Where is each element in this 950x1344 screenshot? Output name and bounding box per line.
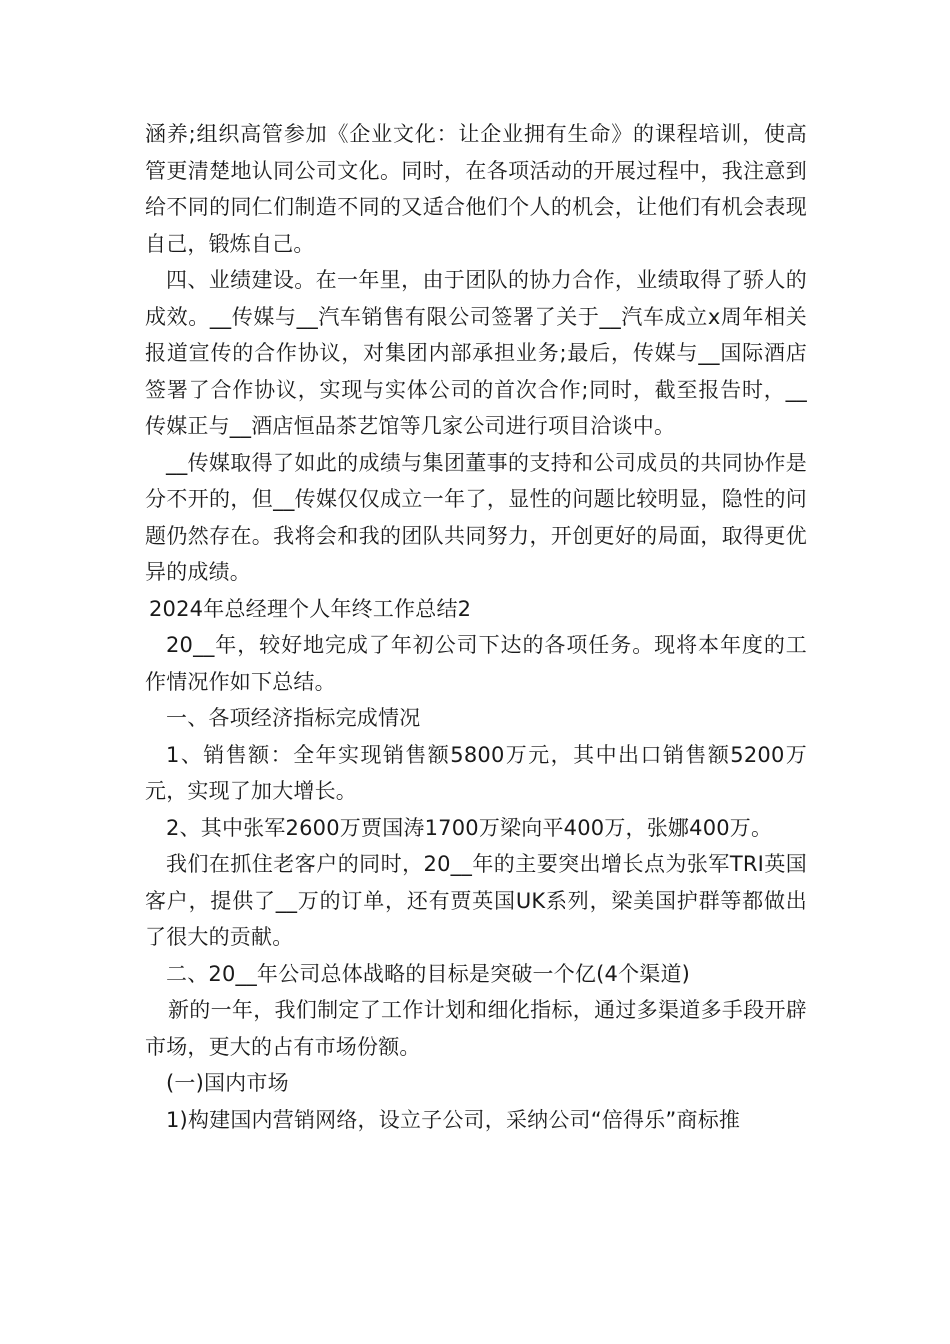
paragraph-new-year-plan: 新的一年，我们制定了工作计划和细化指标，通过多渠道多手段开辟市场，更大的占有市场份额。 (145, 998, 807, 1059)
paragraph-sales-total: 1、销售额：全年实现销售额5800万元，其中出口销售额5200万元，实现了加大增长。 (145, 742, 807, 803)
heading-domestic-market: (一)国内市场 (166, 1071, 289, 1095)
heading-strategy-goal: 二、20__年公司总体战略的目标是突破一个亿(4个渠道) (166, 961, 691, 986)
paragraph-achievements-summary: __传媒取得了如此的成绩与集团董事的支持和公司成员的共同协作是分不开的，但__传媒仅仅成立一年了，显性的问题比较明显，隐性的问题仍然存在。我将会和我的团队共同努力，开创更好的局面，取得更优异的成绩。 (145, 450, 807, 584)
document-body (145, 116, 807, 1138)
paragraph-intro: 20__年，较好地完成了年初公司下达的各项任务。现将本年度的工作情况作如下总结。 (145, 633, 807, 694)
paragraph-growth-points: 我们在抓住老客户的同时，20__年的主要突出增长点为张军TRI英国客户，提供了__万的订单，还有贾英国UK系列，梁美国护群等都做出了很大的贡献。 (145, 852, 807, 949)
paragraph-performance-building: 四、业绩建设。在一年里，由于团队的协力合作，业绩取得了骄人的成效。__传媒与__汽车销售有限公司签署了关于__汽车成立x周年相关报道宣传的合作协议，对集团内部承担业务;最后，传媒与__国际酒店签署了合作协议，实现与实体公司的首次合作;同时，截至报告时，__传媒正与__酒店恒品茶艺馆等几家公司进行项目洽谈中。 (145, 268, 807, 438)
paragraph-domestic-network: 1)构建国内营销网络，设立子公司，采纳公司“倍得乐”商标推 (166, 1107, 741, 1132)
heading-economic-indicators: 一、各项经济指标完成情况 (166, 706, 421, 730)
paragraph-sales-breakdown: 2、其中张军2600万贾国涛1700万梁向平400万，张娜400万。 (166, 815, 773, 840)
paragraph-culture-training: 涵养;组织高管参加《企业文化：让企业拥有生命》的课程培训，使高管更清楚地认同公司文化。同时，在各项活动的开展过程中，我注意到给不同的同仁们制造不同的又适合他们个人的机会，让他们有机会表现自己，锻炼自己。 (145, 122, 807, 256)
section-title: 2024年总经理个人年终工作总结2 (149, 596, 472, 621)
